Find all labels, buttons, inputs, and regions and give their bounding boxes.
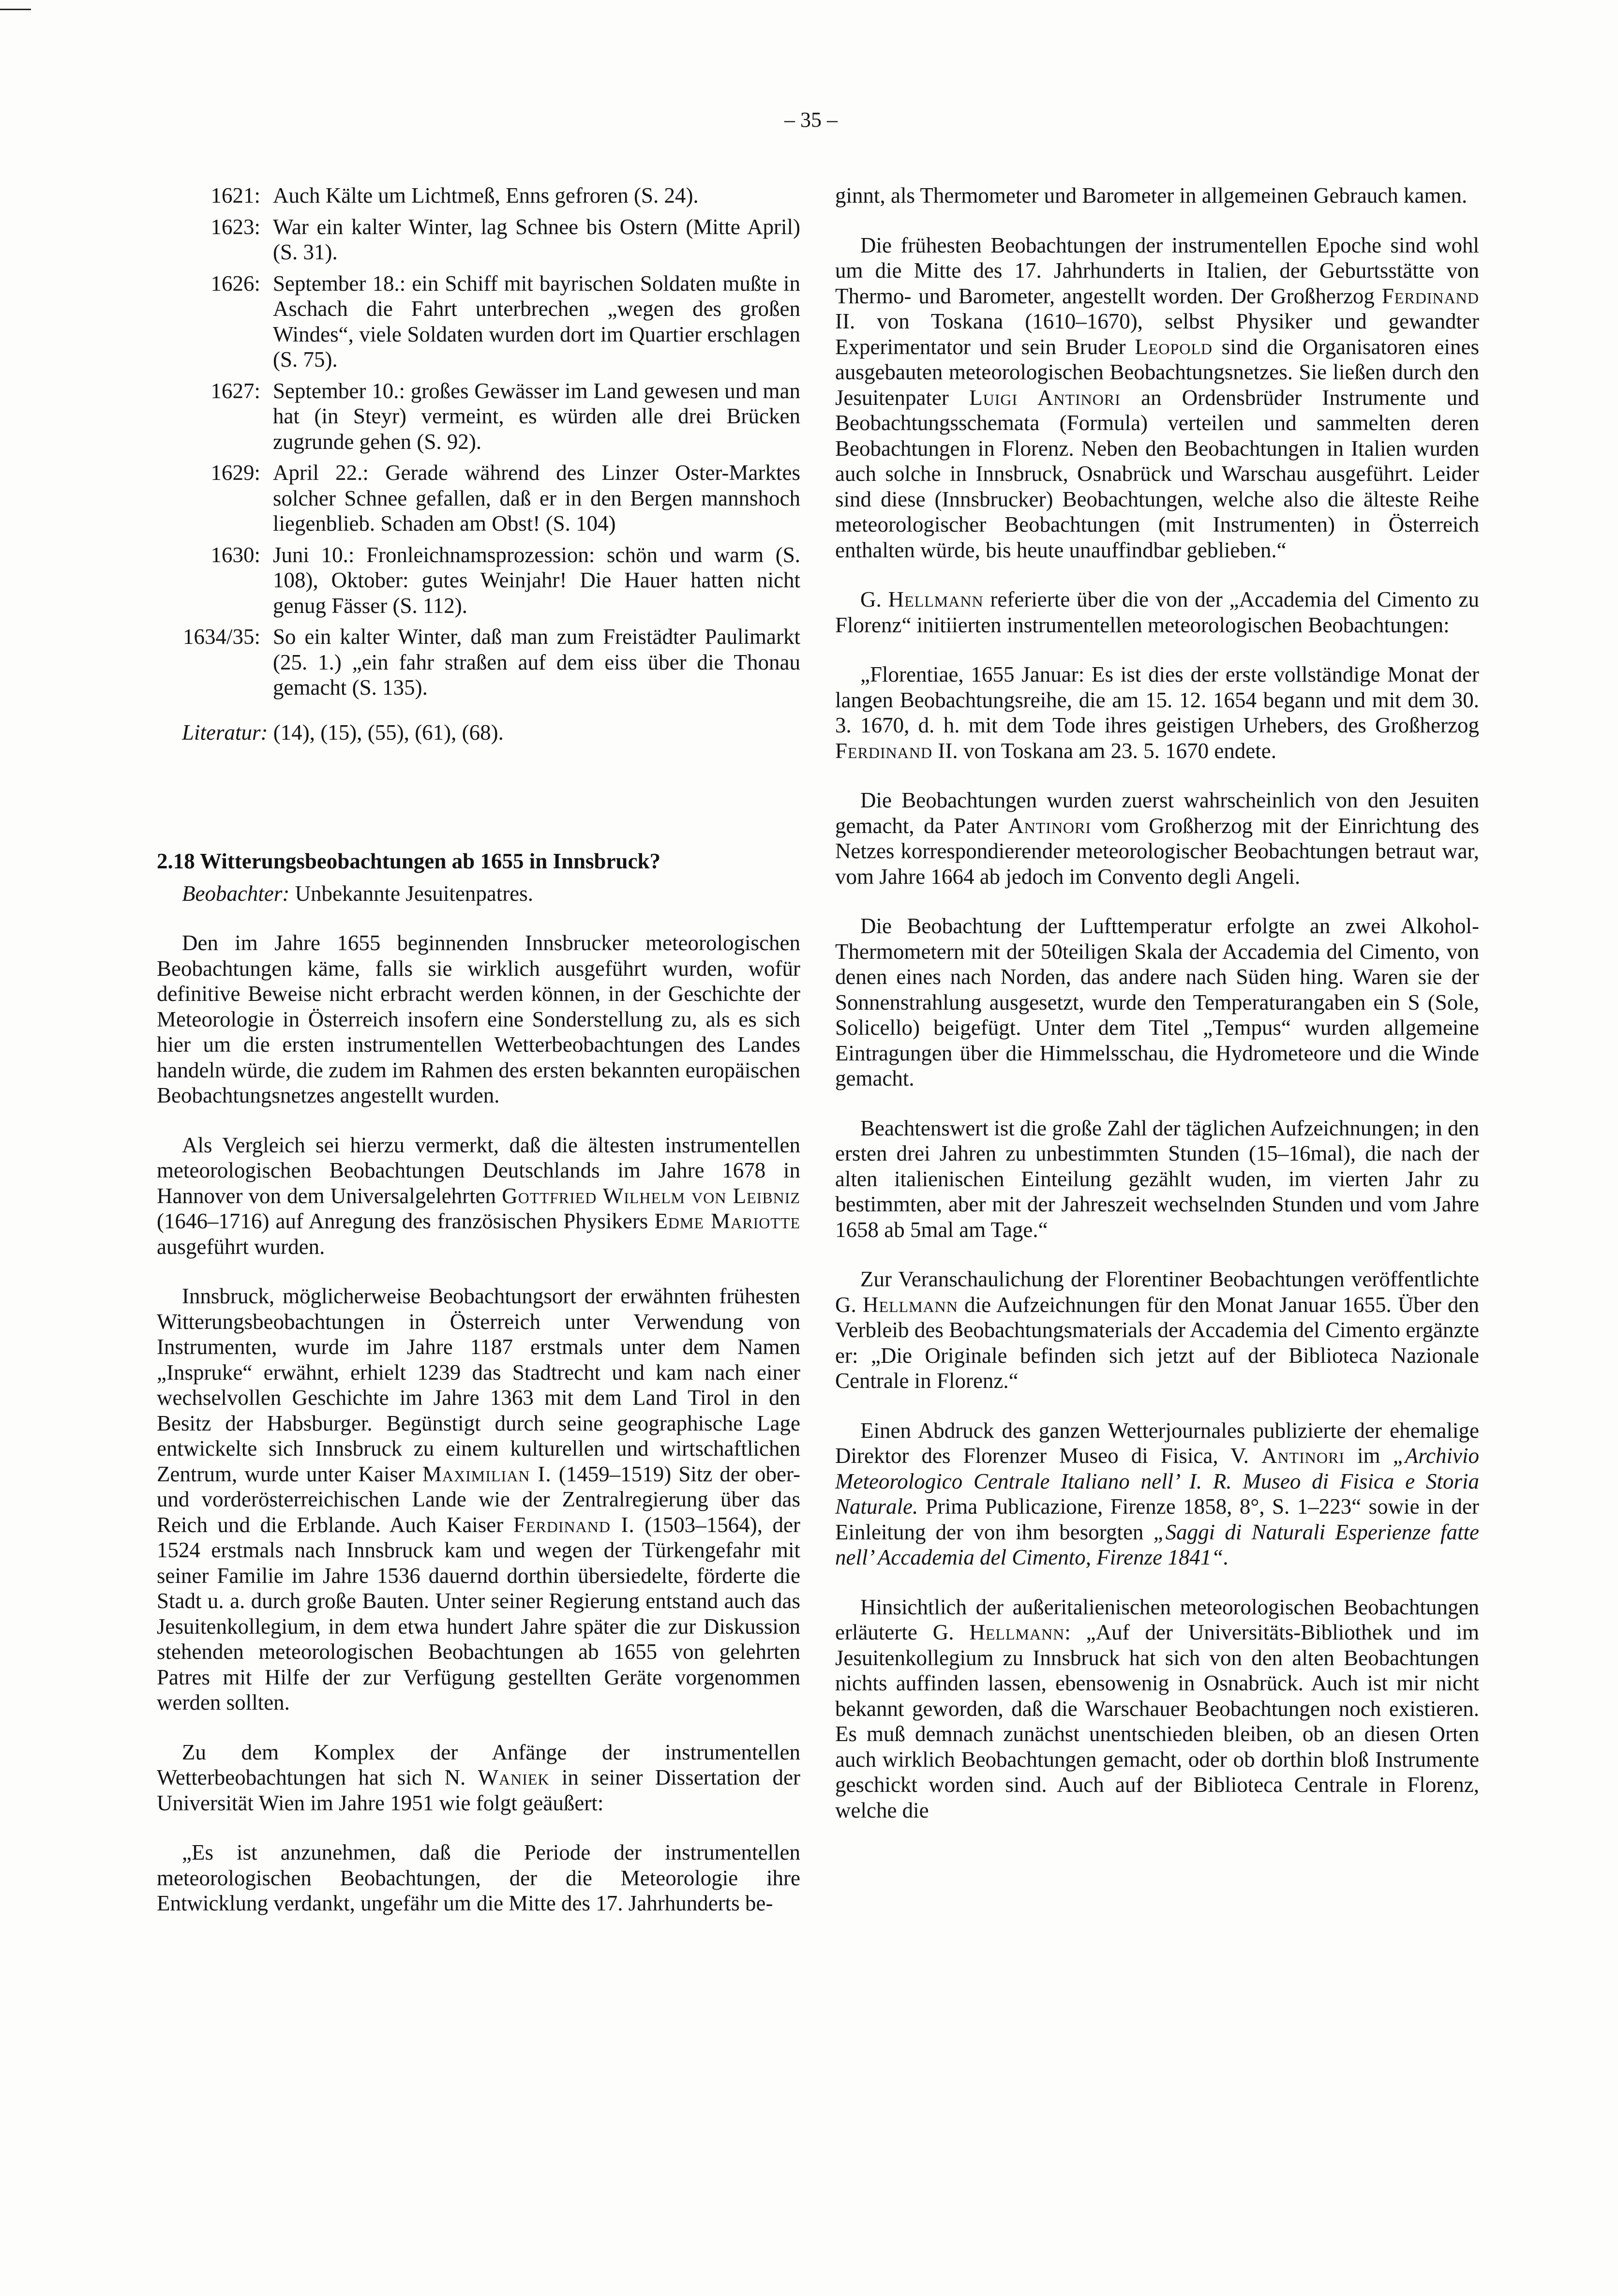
quote-paragraph [835,662,1479,763]
text-run: Zu dem Komplex der Anfänge der instrumentellen Wetterbeobachtungen hat sich N. [157,1740,800,1789]
text-run: referierte über die von der „Accademia del Cimento zu Florenz“ initiierten instrumentellen meteorologischen Beobachtungen: [835,587,1480,637]
text-run: Zur Veranschaulichung der Florentiner Beobachtungen veröffentlichte G. [835,1267,1479,1317]
chronicle-text: September 18.: ein Schiff mit bayrischen Soldaten mußte in Aschach die Fahrt unterbrechen „wegen des großen Windes“, viele Soldaten wurden dort im Quartier erschlagen (S. 75). [273,271,800,372]
text-run: II. von Toskana (1610–1670), selbst Physiker und gewandter Experimentator und sein Bruder [835,309,1479,359]
paragraph [835,1418,1479,1570]
paragraph: Die Beobachtung der Lufttemperatur erfolgte an zwei Alkohol-Thermometern mit der 50teiligen Skala der Accademia del Cimento, von denen eines nach Norden, das andere nach Süden hing. Waren sie der Sonnenstrahlung ausgesetzt, wurde den Temperaturangaben ein S (Sole, Solicello) beigefügt. Unter dem Titel „Tempus“ wurden allgemeine Eintragungen über die Himmelsschau, die Hydrometeore und die Winde gemacht. [835,914,1479,1090]
chronicle-text: September 10.: großes Gewässer im Land gewesen und man hat (in Steyr) vermeint, es würden alle drei Brücken zugrunde gehen (S. 92). [273,378,800,454]
chronicle-year: 1621: [210,183,260,208]
paragraph-continued: ginnt, als Thermometer und Barometer in allgemeinen Gebrauch kamen. [835,183,1468,208]
chronicle-entry [157,624,800,701]
chronicle-list [157,183,800,701]
section-heading: 2.18 Witterungsbeobachtungen ab 1655 in Innsbruck? [157,849,661,873]
person-name: Edme Mariotte [654,1209,801,1233]
person-name: Maximilian I. [422,1461,552,1486]
person-name: Ferdinand I. [513,1512,635,1537]
text-run: Innsbruck, möglicherweise Beobachtungsort der erwähnten frühesten Witterungsbeobachtungen in Österreich unter Verwendung von Instrumenten, wurde im Jahre 1187 erstmals unter dem Namen „Inspruke“ erwähnt, erhielt 1239 das Stadtrecht und kam nach einer wechselvollen Geschichte im Jahre 1363 mit dem Land Tirol in den Besitz der Habsburger. Begünstigt durch seine geographische Lage entwickelte sich Innsbruck zu einem kulturellen und wirtschaftlichen Zentrum, wurde unter Kaiser [157,1284,800,1486]
publication-title: „Archivio Meteorologico Centrale Italiano nell’ I. R. Museo di Fisica e Storia Naturale. [835,1444,1480,1519]
quote-paragraph: „Es ist anzunehmen, daß die Periode der instrumentellen meteorologischen Beobachtungen, der die Meteorologie ihre Entwicklung verdankt, ungefähr um die Mitte des 17. Jahrhunderts be- [157,1840,800,1915]
person-name: Ferdinand [835,738,933,763]
person-name: Leopold [1135,334,1213,359]
right-column [835,183,1479,1847]
observer-label: Beobachter: [182,881,290,906]
chronicle-text: April 22.: Gerade während des Linzer Oster-Marktes solcher Schnee gefallen, daß er in den Bergen mannshoch liegenblieb. Schaden am Obst! (S. 104) [273,461,800,536]
chronicle-text: So ein kalter Winter, daß man zum Freistädter Paulimarkt (25. 1.) „ein fahr straßen auf dem eiss über die Thonau gemacht (S. 135). [273,625,800,700]
text-run: (1646–1716) auf Anregung des französischen Physikers [157,1209,648,1233]
corner-rule [0,9,31,10]
chronicle-year: 1634/35: [182,625,260,649]
paragraph [157,1740,800,1816]
literature-line [157,720,800,745]
text-run: Die frühesten Beobachtungen der instrumentellen Epoche sind wohl um die Mitte des 17. Jahrhunderts in Italien, der Geburtsstätte von Thermo- und Barometer, angestellt worden. Der Großherzog [835,233,1479,308]
person-name: Ferdinand [1381,283,1479,308]
text-run: II. von Toskana am 23. 5. 1670 endete. [938,738,1276,763]
chronicle-entry [157,214,800,265]
text-run: in seiner Dissertation der Universität Wien im Jahre 1951 wie folgt geäußert: [157,1765,801,1815]
chronicle-year: 1623: [210,214,260,239]
chronicle-text: Auch Kälte um Lichtmeß, Enns gefroren (S. 24). [273,183,699,208]
text-run: Hinsichtlich der außeritalienischen meteorologischen Beobachtungen erläuterte G. [835,1595,1479,1644]
left-column [157,183,800,1940]
chronicle-entry [157,183,800,209]
paragraph [835,788,1479,889]
person-name: Hellmann [888,587,984,611]
chronicle-year: 1629: [210,461,260,485]
text-run: „Florentiae, 1655 Januar: Es ist dies der erste vollständige Monat der langen Beobachtungsreihe, die am 15. 12. 1654 begann und mit dem 30. 3. 1670, d. h. mit dem Tode ihres geistigen Urhebers, des Großherzog [835,662,1479,737]
chronicle-entry [157,271,800,373]
person-name: Luigi Antinori [969,385,1121,410]
text-run: Die Beobachtungen wurden zuerst wahrscheinlich von den Jesuiten gemacht, da Pater [835,788,1479,838]
person-name: Gottfried Wilhelm von Leibniz [502,1183,800,1208]
text-run: Einen Abdruck des ganzen Wetterjournales publizierte der ehemalige Direktor des Florenzer Museo di Fisica, V. [835,1418,1479,1468]
person-name: Antinori [1261,1444,1345,1468]
observer-value: Unbekannte Jesuitenpatres. [295,881,534,906]
literature-label: Literatur: [182,720,268,745]
person-name: Hellmann [969,1620,1065,1644]
person-name: Hellmann [862,1292,958,1317]
chronicle-entry [157,378,800,455]
paragraph [157,1283,800,1715]
chronicle-year: 1630: [210,542,260,567]
paragraph: Den im Jahre 1655 beginnenden Innsbrucker meteorologischen Beobachtungen käme, falls sie wirklich ausgeführt wurden, wofür definitive Beweise nicht erbracht werden können, in der Geschichte der Meteorologie in Österreich insofern eine Sonderstellung zu, als es sich hier um die ersten instrumentellen Wetterbeobachtungen des Landes handeln würde, die zudem im Rahmen des ersten bekannten europäischen Beobachtungsnetzes angestellt wurden. [157,931,800,1107]
chronicle-year: 1627: [210,378,260,403]
chronicle-text: Juni 10.: Fronleichnamsprozession: schön und warm (S. 108), Oktober: gutes Weinjahr! Die Hauer hatten nicht genug Fässer (S. 112). [273,542,800,618]
paragraph [835,1267,1479,1394]
person-name: Antinori [1008,813,1092,838]
publication-title: „Saggi di Naturali Esperienze fatte nell’ Accademia del Cimento, Firenze 1841“. [835,1520,1479,1569]
paragraph [835,587,1479,638]
text-run: Als Vergleich sei hierzu vermerkt, daß die ältesten instrumentellen meteorologischen Beobachtungen Deutschlands im Jahre 1678 in Hannover von dem Universalgelehrten [157,1133,800,1208]
text-run: sind die Organisatoren eines ausgebauten meteorologischen Beobachtungsnetzes. Sie ließen durch den Jesuitenpater [835,334,1480,410]
paragraph [835,1595,1479,1823]
text-run: vom Großherzog mit der Einrichtung des Netzes korrespondierender meteorologischer Beobachtungen betraut war, vom Jahre 1664 ab jedoch im Convento degli Angeli. [835,813,1480,889]
text-run: ausgeführt wurden. [157,1234,325,1259]
person-name: Waniek [478,1765,550,1789]
text-run: Prima Publicazione, Firenze 1858, 8°, S. 1–223“ sowie in der Einleitung der von ihm besorgten [835,1494,1480,1544]
page-number: – 35 – [784,108,838,132]
text-run: (1459–1519) Sitz der ober- und vorderösterreichischen Lande wie der Zentralregierung über das Reich und die Erblande. Auch Kaiser [157,1461,801,1537]
text-run: die Aufzeichnungen für den Monat Januar 1655. Über den Verbleib des Beobachtungsmaterials der Accademia del Cimento ergänzte er: „Die Originale befinden sich jetzt auf der Biblioteca Nazionale Centrale in Florenz.“ [835,1292,1480,1393]
observer-line [157,881,800,907]
chronicle-text: War ein kalter Winter, lag Schnee bis Ostern (Mitte April) (S. 31). [273,214,800,264]
chronicle-entry [157,542,800,619]
text-run: an Ordensbrüder Instrumente und Beobachtungsschemata (Formula) verteilen und sammelten deren Beobachtungen in Florenz. Neben den Beobachtungen in Italien wurden auch solche in Innsbruck, Osnabrück und Warschau ausgeführt. Leider sind diese (Innsbrucker) Beobachtungen, welche also die älteste Reihe meteorologischer Beobachtungen (mit Instrumenten) in Österreich enthalten würde, bis heute unauffindbar geblieben.“ [835,385,1480,562]
chronicle-entry [157,460,800,537]
literature-refs: (14), (15), (55), (61), (68). [273,720,504,745]
paragraph [157,1133,800,1260]
paragraph [835,233,1479,563]
text-run: im [1357,1444,1380,1468]
text-run: G. [860,587,882,611]
text-run: (1503–1564), der 1524 erstmals nach Innsbruck kam und wegen der Türkengefahr mit seiner Familie im Jahre 1536 dauernd dorthin übersiedelte, förderte die Stadt u. a. durch große Bauten. Unter seiner Regierung entstand auch das Jesuitenkollegium, in dem etwa hundert Jahre später die zur Diskussion stehenden meteorologischen Beobachtungen ab 1655 von gelehrten Patres mit Hilfe der zur Verfügung gestellten Geräte vorgenommen werden sollten. [157,1512,801,1715]
text-run: : „Auf der Universitäts-Bibliothek und im Jesuitenkollegium zu Innsbruck hat sich von den alten Beobachtungen nichts auffinden lassen, ebensowenig in Osnabrück. Auch ist mir nicht bekannt geworden, daß die Warschauer Beobachtungen noch existieren. Es muß demnach zunächst unentschieden bleiben, ob an diesen Orten auch wirklich Beobachtungen gemacht, oder ob dorthin bloß Instrumente geschickt worden sind. Auch auf der Biblioteca Centrale in Florenz, welche die [835,1620,1480,1822]
chronicle-year: 1626: [210,271,260,296]
paragraph: Beachtenswert ist die große Zahl der täglichen Aufzeichnungen; in den ersten drei Jahren zu unbestimmten Stunden (15–16mal), die nach der alten italienischen Einteilung gezählt wuden, im vierten Jahr zu bestimmten, aber mit der Jahreszeit wechselnden Stunden und vom Jahre 1658 ab 5mal am Tage.“ [835,1116,1479,1242]
